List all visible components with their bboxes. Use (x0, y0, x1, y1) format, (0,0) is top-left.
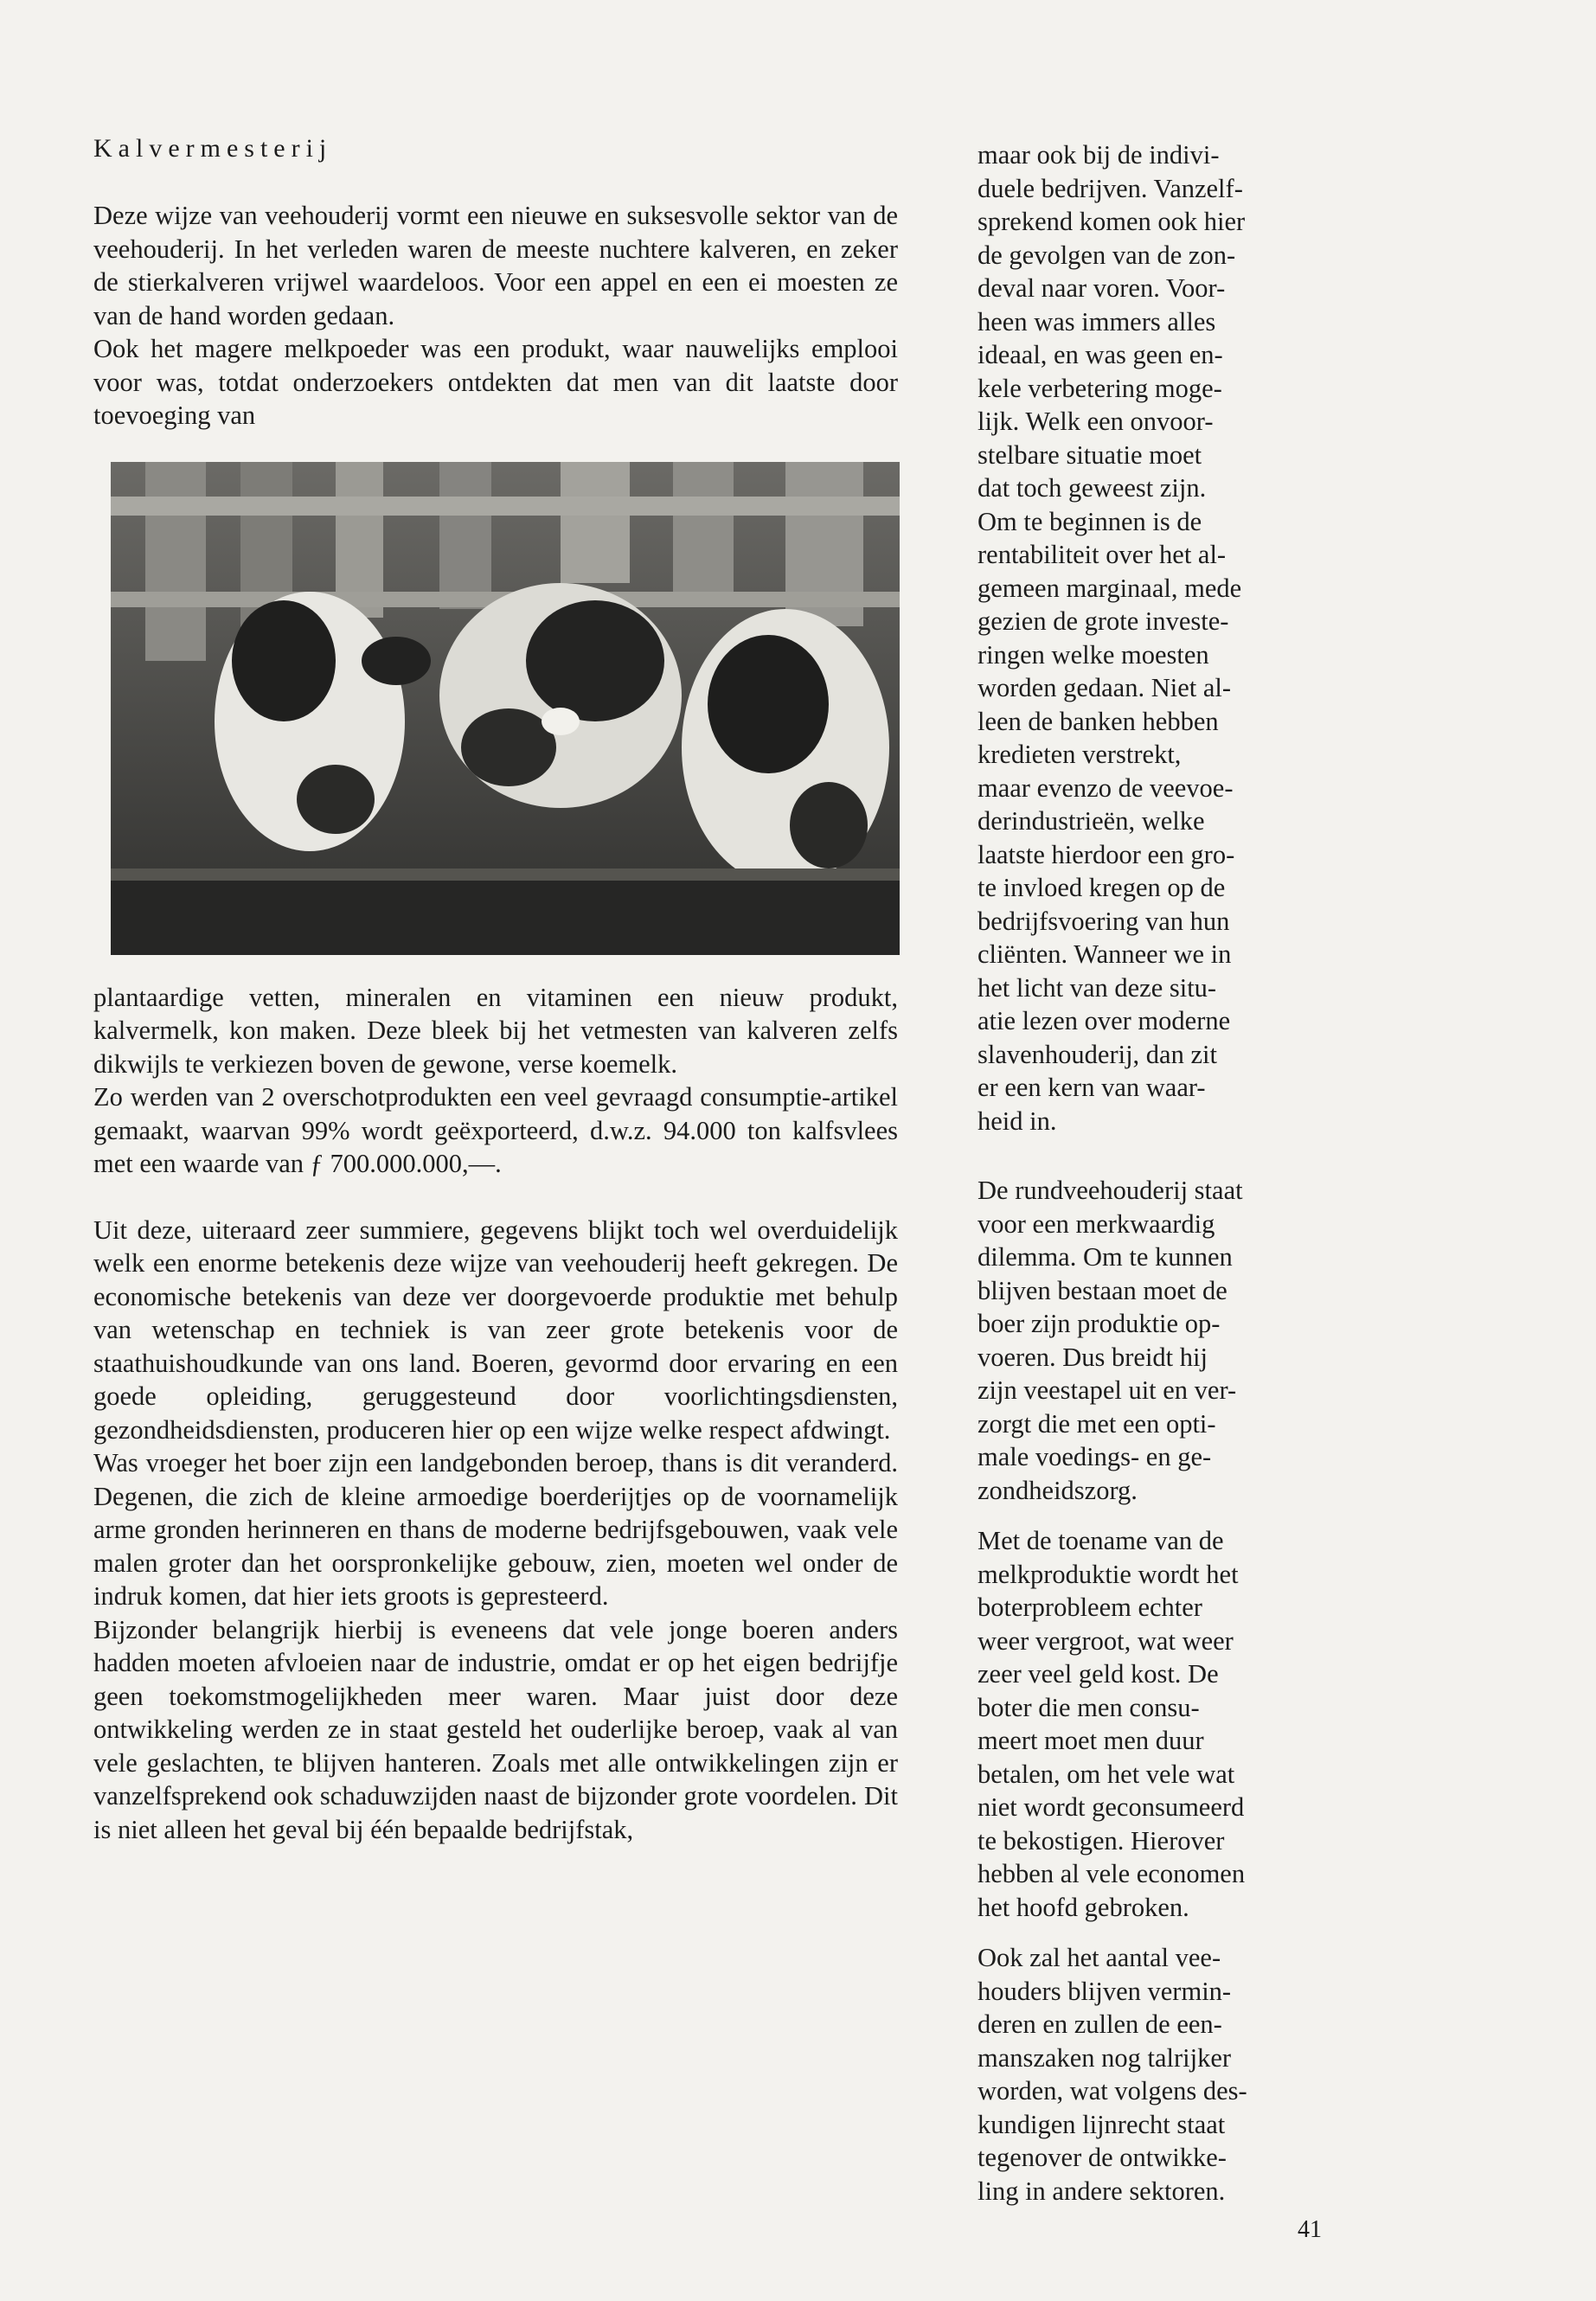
right-column-line: tegenover de ontwikke- (977, 2143, 1227, 2172)
right-paragraph-4 (977, 1524, 1345, 1924)
right-column-line: De rundveehouderij staat (977, 1176, 1243, 1205)
paragraph-4: Was vroeger het boer zijn een landgebonden beroep, thans is dit veranderd. Degenen, die zich de kleine armoedige boerderijtjes op de voornamelijk arme gronden herinneren en thans de moderne bedrijfsgebouwen, vaak vele malen groter dan het oorspronkelijke gebouw, zien, moeten wel onder de indruk komen, dat hier iets groots is gepresteerd. (93, 1448, 898, 1611)
right-column-line: bedrijfsvoering van hun (977, 906, 1230, 936)
right-column-line: stelbare situatie moet (977, 439, 1202, 470)
page-number: 41 (1298, 2216, 1322, 2243)
right-column-line: het hoofd gebroken. (977, 1892, 1189, 1922)
right-column-line: leen de banken hebben (977, 706, 1219, 736)
right-column-line: hebben al vele economen (977, 1859, 1246, 1888)
right-column-line: deren en zullen de een- (977, 2009, 1222, 2039)
right-column-line: cliënten. Wanneer we in (977, 939, 1232, 969)
right-column-line: atie lezen over moderne (977, 1006, 1231, 1035)
right-column-line: weer vergroot, wat weer (977, 1625, 1234, 1656)
left-column (93, 131, 898, 1846)
photo-calves (111, 462, 900, 955)
section-heading: Kalvermesterij (93, 134, 333, 163)
right-column-line: manszaken nog talrijker (977, 2042, 1232, 2073)
right-column-line: voor een merkwaardig (977, 1208, 1215, 1239)
right-column-line: duele bedrijven. Vanzelf- (977, 173, 1243, 203)
right-column-line: worden gedaan. Niet al- (977, 673, 1232, 702)
right-column-line: kundigen lijnrecht staat (977, 2109, 1226, 2139)
right-column-line: worden, wat volgens des- (977, 2076, 1247, 2106)
right-paragraph-5 (977, 1941, 1345, 2208)
right-column-line: gezien de grote investe- (977, 606, 1229, 636)
right-column-line: ling in andere sektoren. (977, 2176, 1226, 2206)
right-column-line: boer zijn produktie op- (977, 1309, 1221, 1338)
paragraph-intro: Deze wijze van veehouderij vormt een nieuwe en suksesvolle sektor van de veehouderij. In het verleden waren de meeste nuchtere kalveren, en zeker de stierkalveren vrijwel waardeloos. Voor een appel en een ei moesten ze van de hand worden gedaan. (93, 201, 898, 330)
right-column (977, 138, 1345, 2208)
right-paragraph-3 (977, 1174, 1345, 1507)
right-column-line: rentabiliteit over het al- (977, 540, 1227, 569)
right-column-line: te bekostigen. Hierover (977, 1825, 1225, 1856)
right-column-line: ideaal, en was geen en- (977, 340, 1223, 369)
paragraph-3: Uit deze, uiteraard zeer summiere, gegevens blijkt toch wel overduidelijk welk een enorme betekenis deze wijze van veehouderij heeft gekregen. De economische betekenis van deze ver doorgevoerde produktie met behulp van wetenschap en techniek is van zeer grote betekenis voor de staathuishoudkunde van ons land. Boeren, gevormd door ervaring en een goede opleiding, geruggesteund door voorlichtingsdiensten, gezondheidsdiensten, produceren hier op een wijze welke respect afdwingt. (93, 1215, 898, 1445)
right-column-line: heen was immers alles (977, 306, 1216, 336)
right-column-line: het licht van deze situ- (977, 972, 1217, 1003)
right-column-line: maar evenzo de veevoe- (977, 772, 1234, 803)
right-column-line: heid in. (977, 1106, 1057, 1136)
right-column-line: boterprobleem echter (977, 1593, 1202, 1622)
right-column-line: blijven bestaan moet de (977, 1275, 1227, 1305)
right-column-line: kredieten verstrekt, (977, 740, 1182, 769)
paragraph-5: Bijzonder belangrijk hierbij is eveneens dat vele jonge boeren anders hadden moeten afvloeien naar de industrie, omdat er op het eigen bedrijfje geen toekomstmogelijkheden meer waren. Maar juist door deze ontwikkeling werden ze in staat gesteld het ouderlijke beroep, vaak al van vele geslachten, te blijven hanteren. Zoals met alle ontwikkelingen zijn er vanzelfsprekend ook schaduwzijden naast de bijzonder grote voordelen. Dit is niet alleen het geval bij één bepaalde bedrijfstak, (93, 1614, 898, 1844)
right-column-line: slavenhouderij, dan zit (977, 1039, 1217, 1069)
right-column-line: ringen welke moesten (977, 639, 1209, 670)
right-column-line: male voedings- en ge- (977, 1442, 1212, 1471)
right-column-line: Ook zal het aantal vee- (977, 1943, 1221, 1972)
right-column-line: lijk. Welk een onvoor- (977, 407, 1214, 436)
right-column-line: Met de toename van de (977, 1526, 1224, 1555)
right-column-line: de gevolgen van de zon- (977, 240, 1236, 270)
right-column-line: er een kern van waar- (977, 1073, 1206, 1102)
right-column-line: melkproduktie wordt het (977, 1559, 1239, 1589)
right-column-line: zorgt die met een opti- (977, 1408, 1216, 1439)
right-column-line: te invloed kregen op de (977, 873, 1226, 902)
right-column-line: kele verbetering moge- (977, 373, 1222, 403)
right-paragraph-2 (977, 505, 1345, 1138)
right-column-line: niet wordt geconsumeerd (977, 1792, 1245, 1822)
right-column-line: meert moet men duur (977, 1726, 1204, 1755)
right-column-line: gemeen marginaal, mede (977, 573, 1242, 603)
right-column-line: houders blijven vermin- (977, 1976, 1232, 2006)
calves-photo-illustration (111, 462, 900, 955)
paragraph-1-end: plantaardige vetten, mineralen en vitaminen een nieuw produkt, kalvermelk, kon maken. Deze bleek bij het vetmesten van kalveren zelfs dikwijls te verkiezen boven de gewone, verse koemelk. (93, 982, 898, 1079)
right-column-line: boter die men consu- (977, 1692, 1200, 1722)
right-column-line: derindustrieën, welke (977, 806, 1205, 836)
right-column-line: zeer veel geld kost. De (977, 1659, 1219, 1689)
right-column-line: maar ook bij de indivi- (977, 140, 1220, 170)
right-column-line: dat toch geweest zijn. (977, 473, 1207, 503)
right-column-line: Om te beginnen is de (977, 506, 1202, 536)
paragraph-1-start: Ook het magere melkpoeder was een produkt, waar nauwelijks emplooi voor was, totdat onderzoekers ontdekten dat men van dit laatste door toevoeging van (93, 334, 898, 430)
right-paragraph-1 (977, 138, 1345, 505)
right-column-line: deval naar voren. Voor- (977, 273, 1226, 303)
paragraph-2: Zo werden van 2 overschotprodukten een veel gevraagd consumptie-artikel gemaakt, waarvan 99% wordt geëxporteerd, d.w.z. 94.000 ton kalfsvlees met een waarde van ƒ 700.000.000,—. (93, 1082, 898, 1178)
right-column-line: voeren. Dus breidt hij (977, 1342, 1208, 1372)
right-column-line: betalen, om het vele wat (977, 1759, 1235, 1789)
right-column-line: laatste hierdoor een gro- (977, 839, 1235, 869)
right-column-line: dilemma. Om te kunnen (977, 1242, 1233, 1272)
right-column-line: zijn veestapel uit en ver- (977, 1375, 1237, 1405)
right-column-line: sprekend komen ook hier (977, 207, 1246, 236)
right-column-line: zondheidszorg. (977, 1475, 1138, 1505)
